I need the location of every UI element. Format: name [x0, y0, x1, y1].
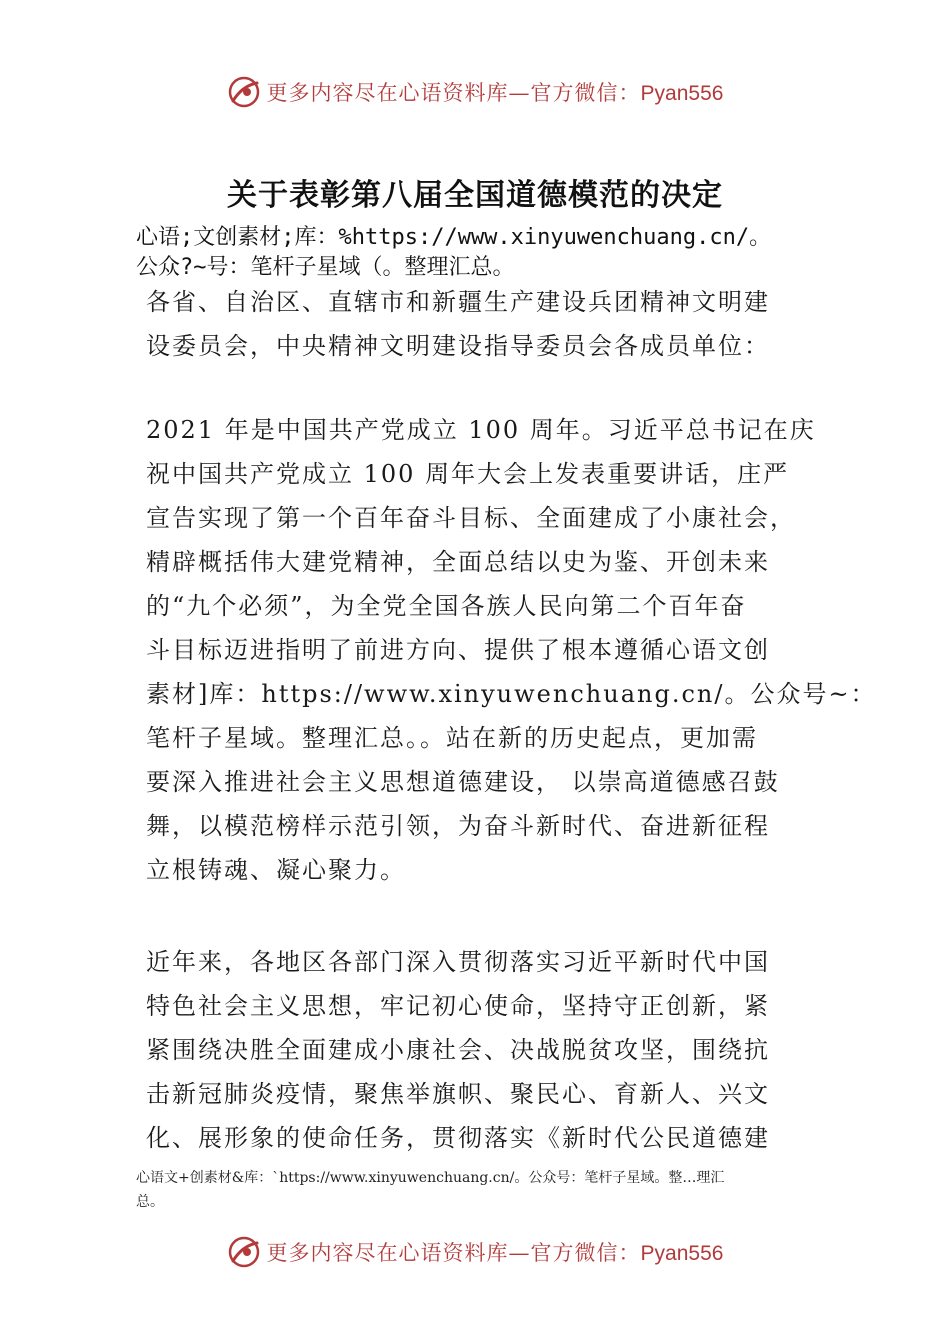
paragraph-line: 要深入推进社会主义思想道德建设， 以崇高道德感召鼓: [146, 768, 780, 796]
banner-handle: Pyan556: [640, 1242, 724, 1265]
document-title: 关于表彰第八届全国道德模范的决定: [227, 178, 723, 213]
address-line: 各省、自治区、直辖市和新疆生产建设兵团精神文明建: [146, 288, 770, 316]
paragraph-1: [146, 408, 877, 892]
paragraph-line: 紧围绕决胜全面建成小康社会、决战脱贫攻坚，围绕抗: [146, 1036, 770, 1064]
banner-slogan: 更多内容尽在心语资料库—官方微信：: [266, 81, 641, 105]
paragraph-line: 舞，以模范榜样示范引领，为奋斗新时代、奋进新征程: [146, 812, 770, 840]
footnote-line: 心语文+创素材&库：`https://www.xinyuwenchuang.cn/。公众号：笔杆子星域。整…理汇: [136, 1170, 725, 1186]
watermark-line: 心语;文创素材;库：%https://www.xinyuwenchuang.cn/。: [136, 225, 772, 250]
paragraph-line: 宣告实现了第一个百年奋斗目标、全面建成了小康社会，: [146, 504, 796, 532]
paragraph-line: 笔杆子星域。整理汇总。。站在新的历史起点，更加需: [146, 724, 758, 752]
header-banner: [0, 72, 950, 112]
paragraph-line: 斗目标迈进指明了前进方向、提供了根本遵循心语文创: [146, 636, 770, 664]
banner-text: [267, 77, 724, 107]
brand-logo-icon: [227, 75, 261, 109]
paragraph-2: [146, 940, 836, 1160]
paragraph-line: 的“九个必须”，为全党全国各族人民向第二个百年奋: [146, 592, 747, 620]
paragraph-line: 特色社会主义思想，牢记初心使命，坚持守正创新，紧: [146, 992, 770, 1020]
address-block: [146, 280, 836, 368]
brand-logo-icon: [227, 1235, 261, 1269]
banner-slogan: 更多内容尽在心语资料库—官方微信：: [266, 1241, 641, 1265]
address-line: 设委员会，中央精神文明建设指导委员会各成员单位：: [146, 332, 770, 360]
paragraph-line: 精辟概括伟大建党精神，全面总结以史为鉴、开创未来: [146, 548, 770, 576]
page-footnote: [136, 1166, 836, 1214]
footnote-line: 总。: [136, 1194, 164, 1210]
paragraph-line: 化、展形象的使命任务，贯彻落实《新时代公民道德建: [146, 1124, 770, 1152]
footer-banner: [0, 1232, 950, 1272]
paragraph-line: 立根铸魂、凝心聚力。: [146, 856, 406, 884]
paragraph-line: 近年来，各地区各部门深入贯彻落实习近平新时代中国: [146, 948, 770, 976]
banner-text: [267, 1237, 724, 1267]
banner-handle: Pyan556: [640, 82, 724, 105]
paragraph-line: 击新冠肺炎疫情，聚焦举旗帜、聚民心、育新人、兴文: [146, 1080, 770, 1108]
watermark-line: 公众?~号：笔杆子星域（。整理汇总。: [136, 255, 515, 280]
paragraph-line: 素材]库：https://www.xinyuwenchuang.cn/。公众号~：: [146, 680, 877, 708]
paragraph-line: 祝中国共产党成立 100 周年大会上发表重要讲话，庄严: [146, 460, 790, 488]
paragraph-line: 2021 年是中国共产党成立 100 周年。习近平总书记在庆: [146, 416, 816, 444]
